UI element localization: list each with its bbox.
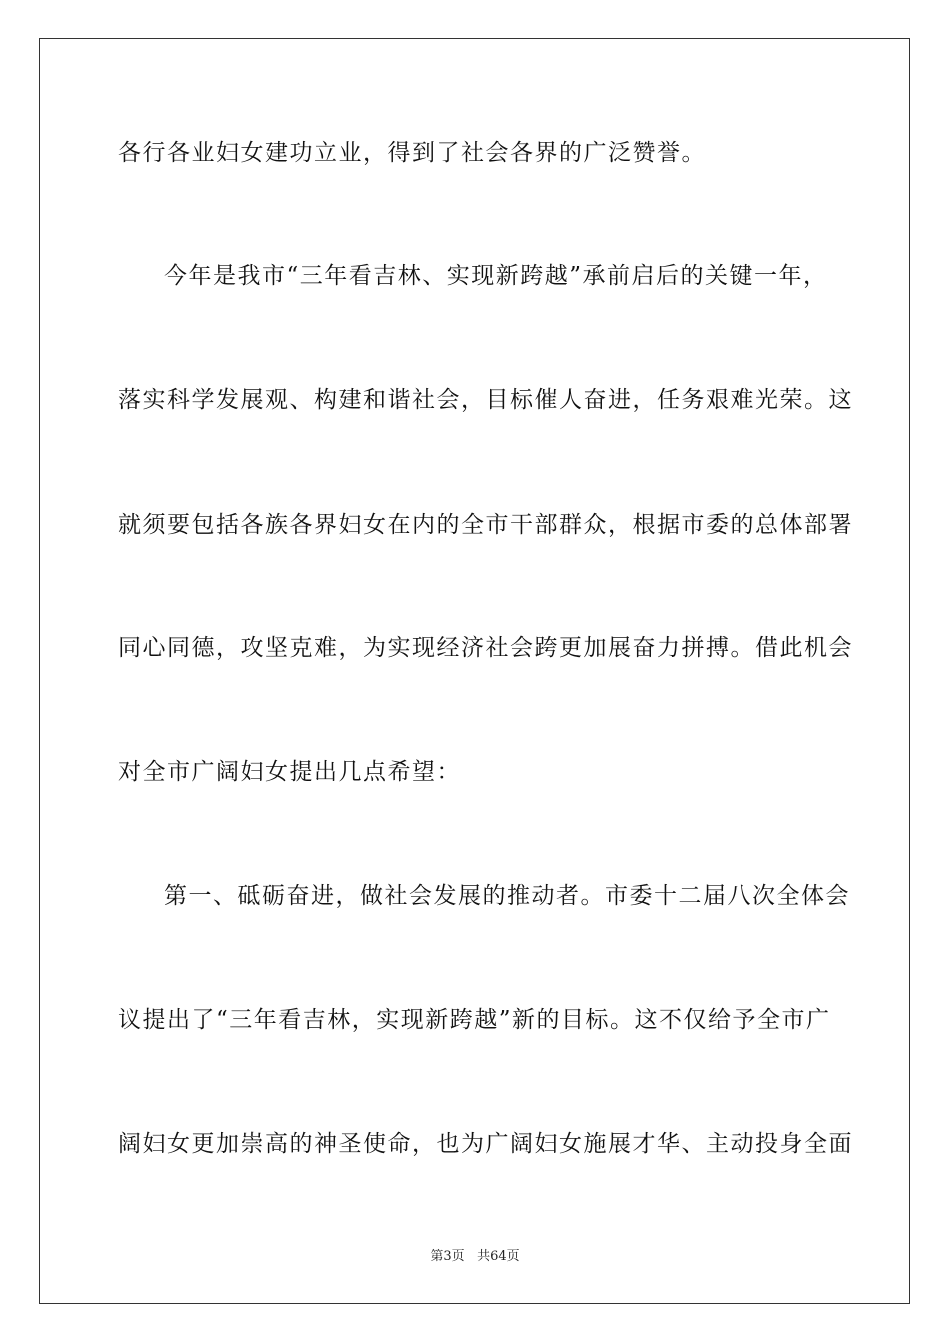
- paragraph-start-line: 第一、砥砺奋进，做社会发展的推动者。市委十二届八次全体会: [164, 883, 850, 909]
- body-text-line: 各行各业妇女建功立业，得到了社会各界的广泛赞誉。: [118, 140, 706, 166]
- body-text-line: 对全市广阔妇女提出几点希望：: [118, 759, 461, 785]
- page-footer: [0, 1248, 950, 1266]
- page-border: [39, 38, 910, 1304]
- paragraph-start-line: 今年是我市“三年看吉林、实现新跨越”承前启后的关键一年，: [164, 263, 828, 289]
- body-text-line: 落实科学发展观、构建和谐社会，目标催人奋进，任务艰难光荣。这: [118, 387, 853, 413]
- body-text-line: 议提出了“三年看吉林，实现新跨越”新的目标。这不仅给予全市广: [118, 1007, 831, 1033]
- page-total: 共64页: [477, 1249, 520, 1264]
- page-number: 第3页: [430, 1249, 465, 1264]
- body-text-line: 就须要包括各族各界妇女在内的全市干部群众，根据市委的总体部署: [118, 512, 853, 538]
- body-text-line: 阔妇女更加崇高的神圣使命，也为广阔妇女施展才华、主动投身全面: [118, 1131, 853, 1157]
- body-text-line: 同心同德，攻坚克难，为实现经济社会跨更加展奋力拼搏。借此机会: [118, 635, 853, 661]
